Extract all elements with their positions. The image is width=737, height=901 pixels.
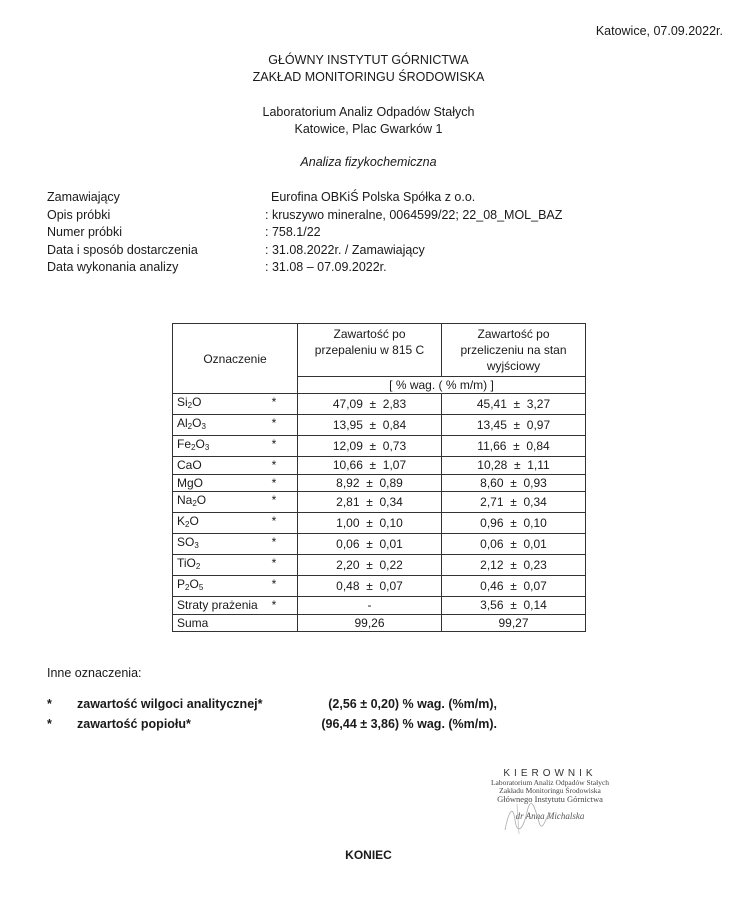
asterisk: *	[271, 437, 277, 451]
meta-label: Data i sposób dostarczenia	[47, 242, 198, 257]
place-date: Katowice, 07.09.2022r.	[595, 24, 723, 38]
value-initial-state: 3,56 ± 0,14	[442, 597, 586, 615]
table-row	[173, 597, 586, 615]
asterisk: *	[47, 717, 52, 731]
table-row	[173, 534, 586, 555]
compound-name: MgO	[177, 475, 204, 490]
other-heading: Inne oznaczenia:	[47, 666, 142, 680]
table-row	[173, 457, 586, 475]
institute-name: GŁÓWNY INSTYTUT GÓRNICTWA	[268, 53, 469, 67]
sample-metadata	[47, 189, 562, 277]
meta-label: Numer próbki	[47, 225, 123, 239]
sum-label: Suma	[173, 614, 298, 632]
compound-name: $Si_2O$	[177, 395, 202, 410]
table-row	[173, 415, 586, 436]
table-row	[173, 474, 586, 492]
value-initial-state: 10,28 ± 1,11	[442, 457, 586, 475]
laboratory-name: Laboratorium Analiz Odpadów Stałych	[262, 105, 475, 119]
department-name: ZAKŁAD MONITORINGU ŚRODOWISKA	[252, 70, 485, 84]
table-row	[173, 555, 586, 576]
compound-name: $SO_3$	[177, 535, 199, 550]
table-row	[173, 394, 586, 415]
header-line: Zawartość po	[333, 327, 406, 341]
value-after-ignition: 2,20 ± 0,22	[298, 555, 442, 576]
value-initial-state: 0,96 ± 0,10	[442, 513, 586, 534]
table-body	[173, 394, 586, 615]
compound-name: Straty prażenia	[177, 598, 258, 613]
meta-row	[47, 242, 562, 260]
asterisk: *	[271, 395, 277, 409]
other-item-value: (2,56 ± 0,20) % wag. (%m/m),	[328, 697, 497, 711]
sum-value-ignited: 99,26	[298, 614, 442, 632]
asterisk: *	[271, 514, 277, 528]
other-item	[47, 694, 497, 714]
asterisk: *	[271, 475, 277, 490]
value-after-ignition: 1,00 ± 0,10	[298, 513, 442, 534]
asterisk: *	[271, 556, 277, 570]
other-item	[47, 714, 497, 734]
meta-value: : 31.08 – 07.09.2022r.	[265, 260, 387, 274]
table-header-row	[173, 324, 586, 377]
designation-cell	[173, 474, 298, 492]
stamp-line: Głównego Instytutu Górnictwa	[497, 794, 603, 804]
designation-cell	[173, 457, 298, 475]
asterisk: *	[271, 535, 277, 549]
stamp-title: KIEROWNIK	[503, 768, 597, 779]
other-determinations	[47, 664, 497, 734]
results-table	[172, 323, 586, 632]
designation-cell	[173, 513, 298, 534]
asterisk: *	[271, 577, 277, 591]
compound-name: $Na_2O$	[177, 493, 207, 508]
handwritten-signature-icon	[495, 800, 555, 835]
asterisk: *	[271, 493, 277, 507]
designation-cell	[173, 576, 298, 597]
value-initial-state: 0,46 ± 0,07	[442, 576, 586, 597]
signer-name: dr Anna Michalska	[515, 811, 585, 821]
other-item-label: zawartość popiołu*	[77, 717, 191, 731]
value-initial-state: 8,60 ± 0,93	[442, 474, 586, 492]
value-after-ignition: 13,95 ± 0,84	[298, 415, 442, 436]
meta-label: Data wykonania analizy	[47, 260, 179, 274]
stamp-line: Zakładu Monitoringu Środowiska	[499, 786, 601, 795]
header-designation: Oznaczenie	[173, 324, 298, 394]
value-initial-state: 2,12 ± 0,23	[442, 555, 586, 576]
asterisk: *	[47, 697, 52, 711]
header-after-ignition	[298, 324, 442, 377]
meta-row	[47, 207, 562, 225]
value-initial-state: 13,45 ± 0,97	[442, 415, 586, 436]
value-after-ignition: 10,66 ± 1,07	[298, 457, 442, 475]
value-after-ignition: -	[298, 597, 442, 615]
designation-cell	[173, 415, 298, 436]
designation-cell	[173, 394, 298, 415]
designation-cell	[173, 492, 298, 513]
unit-label: [ % wag. ( % m/m) ]	[298, 377, 586, 394]
meta-value: : 758.1/22	[265, 225, 321, 239]
value-after-ignition: 47,09 ± 2,83	[298, 394, 442, 415]
meta-row	[47, 224, 562, 242]
value-initial-state: 0,06 ± 0,01	[442, 534, 586, 555]
asterisk: *	[271, 416, 277, 430]
document-title: Analiza fizykochemiczna	[300, 155, 437, 169]
compound-name: CaO	[177, 458, 202, 473]
compound-name: $Al_2O_3$	[177, 416, 206, 431]
header-line: przepaleniu w 815 C	[314, 343, 425, 357]
table-row	[173, 576, 586, 597]
stamp-line: Laboratorium Analiz Odpadów Stałych	[490, 778, 610, 787]
meta-value: : 31.08.2022r. / Zamawiający	[265, 242, 425, 257]
meta-row	[47, 189, 562, 207]
laboratory-header	[0, 104, 737, 138]
institute-header	[0, 52, 737, 86]
other-item-value: (96,44 ± 3,86) % wag. (%m/m).	[321, 717, 497, 731]
meta-label: Opis próbki	[47, 207, 111, 222]
compound-name: $Fe_2O_3$	[177, 437, 210, 452]
other-item-label: zawartość wilgoci analitycznej*	[77, 697, 263, 711]
value-initial-state: 45,41 ± 3,27	[442, 394, 586, 415]
value-after-ignition: 8,92 ± 0,89	[298, 474, 442, 492]
sum-row	[173, 614, 586, 632]
value-initial-state: 2,71 ± 0,34	[442, 492, 586, 513]
table-row	[173, 436, 586, 457]
meta-value: Eurofina OBKiŚ Polska Spółka z o.o.	[271, 190, 476, 204]
value-initial-state: 11,66 ± 0,84	[442, 436, 586, 457]
header-line: wyjściowy	[486, 359, 541, 373]
value-after-ignition: 0,48 ± 0,07	[298, 576, 442, 597]
designation-cell	[173, 555, 298, 576]
asterisk: *	[271, 598, 277, 613]
table-row	[173, 492, 586, 513]
table-row	[173, 513, 586, 534]
header-initial-state	[442, 324, 586, 377]
value-after-ignition: 2,81 ± 0,34	[298, 492, 442, 513]
compound-name: TiO$_2$	[177, 556, 201, 571]
header-line: Zawartość po	[477, 327, 550, 341]
value-after-ignition: 0,06 ± 0,01	[298, 534, 442, 555]
compound-name: $K_2O$	[177, 514, 199, 529]
header-line: przeliczeniu na stan	[460, 343, 567, 357]
designation-cell	[173, 436, 298, 457]
asterisk: *	[271, 458, 277, 473]
meta-value: : kruszywo mineralne, 0064599/22; 22_08_MOL_BAZ	[265, 207, 563, 222]
value-after-ignition: 12,09 ± 0,73	[298, 436, 442, 457]
designation-cell	[173, 534, 298, 555]
sum-value-initial: 99,27	[442, 614, 586, 632]
designation-cell	[173, 597, 298, 615]
end-marker: KONIEC	[345, 848, 392, 862]
compound-name: $P_2O_5$	[177, 577, 204, 592]
meta-label: Zamawiający	[47, 190, 120, 204]
laboratory-address: Katowice, Plac Gwarków 1	[294, 122, 443, 136]
meta-row	[47, 259, 562, 277]
